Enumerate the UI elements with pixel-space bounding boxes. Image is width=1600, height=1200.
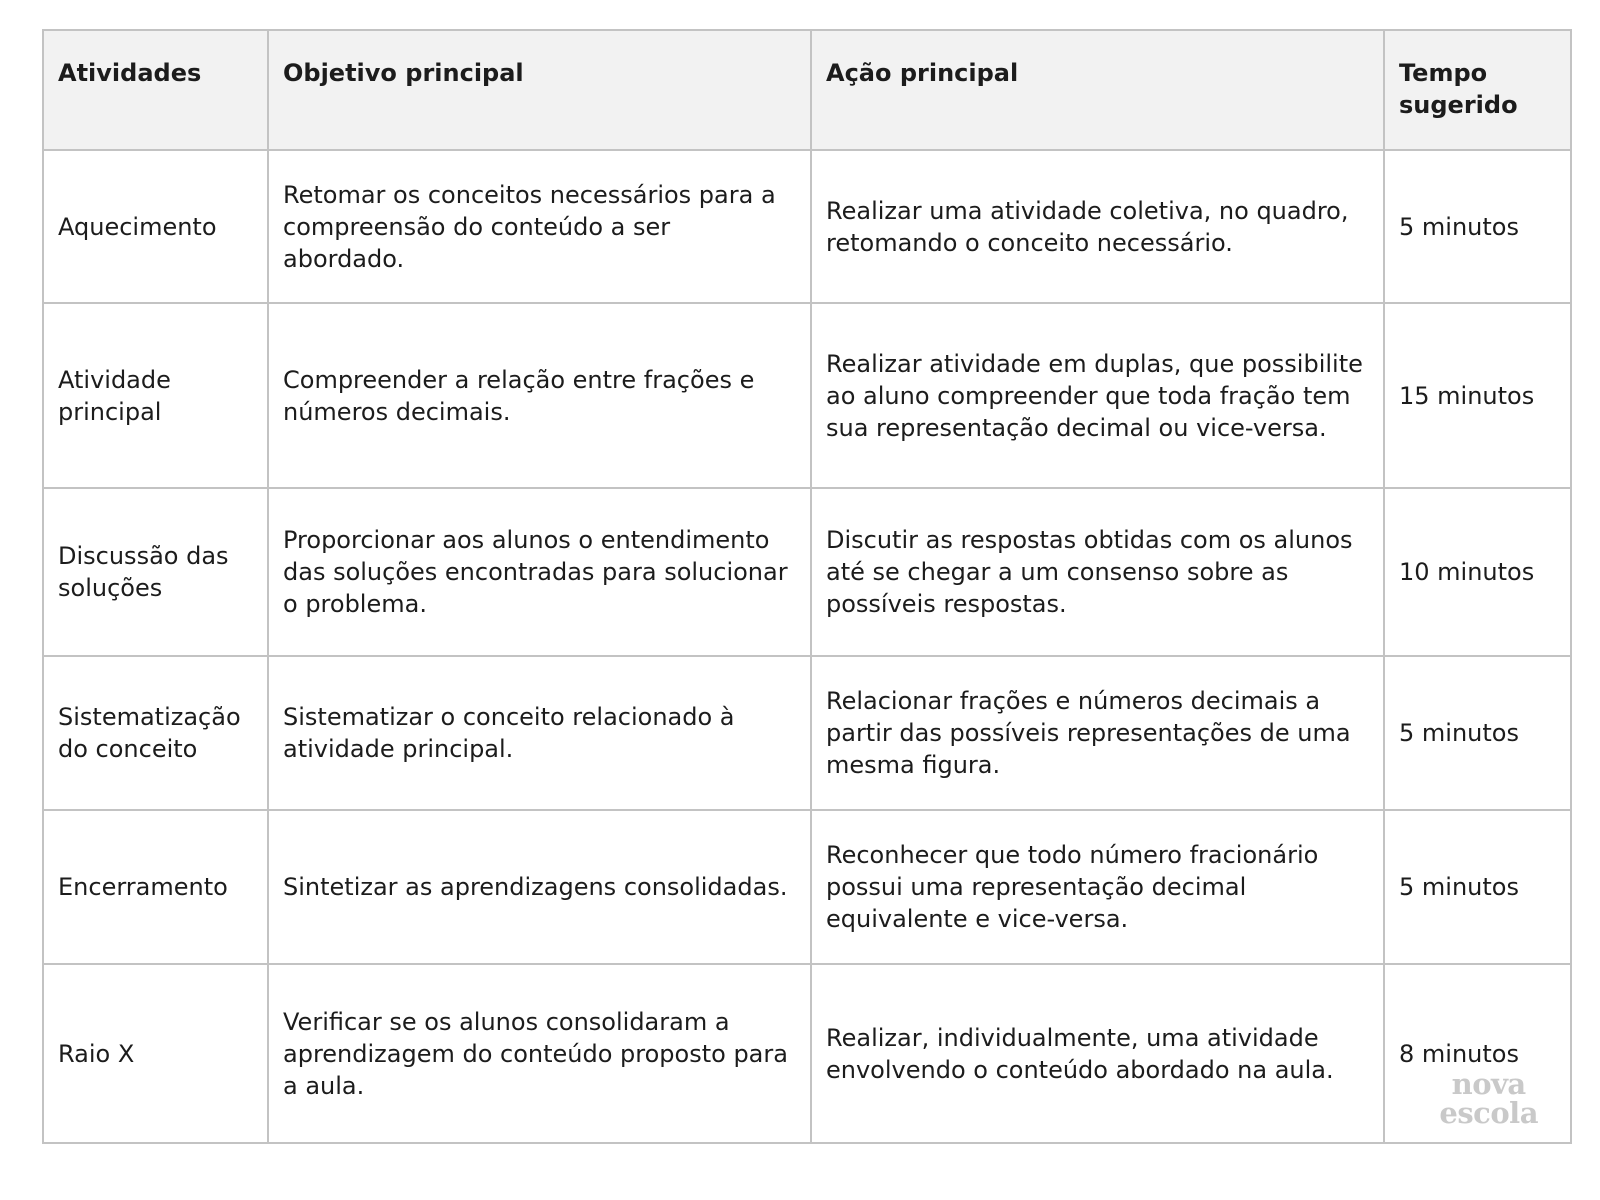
cell-objective: Sintetizar as aprendizagens consolidadas. [268,810,811,964]
logo-line-1: nova [1451,1067,1526,1101]
cell-activity: Encerramento [43,810,268,964]
header-activities: Atividades [43,30,268,150]
cell-activity: Sistematização do conceito [43,656,268,810]
logo-line-2: escola [1439,1096,1538,1130]
cell-objective: Proporcionar aos alunos o entendimento das soluções encontradas para solucionar o problema. [268,488,811,656]
cell-time: 5 minutos [1384,810,1571,964]
table-row [43,656,1571,810]
cell-action: Realizar uma atividade coletiva, no quadro, retomando o conceito necessário. [811,150,1384,303]
cell-time [1384,964,1571,1143]
cell-time: 5 minutos [1384,150,1571,303]
cell-activity: Atividade principal [43,303,268,488]
header-main-objective: Objetivo principal [268,30,811,150]
cell-time: 5 minutos [1384,656,1571,810]
table-row [43,150,1571,303]
cell-action: Realizar, individualmente, uma atividade envolvendo o conteúdo abordado na aula. [811,964,1384,1143]
cell-time: 15 minutos [1384,303,1571,488]
cell-time-text: 8 minutos [1399,1039,1519,1068]
cell-objective: Compreender a relação entre frações e números decimais. [268,303,811,488]
cell-action: Reconhecer que todo número fracionário possui uma representação decimal equivalente e vice-versa. [811,810,1384,964]
header-main-action: Ação principal [811,30,1384,150]
lesson-plan-table [42,29,1572,1144]
header-suggested-time: Tempo sugerido [1384,30,1571,150]
cell-action: Relacionar frações e números decimais a partir das possíveis representações de uma mesma figura. [811,656,1384,810]
cell-activity: Aquecimento [43,150,268,303]
cell-objective: Sistematizar o conceito relacionado à atividade principal. [268,656,811,810]
table-row [43,488,1571,656]
cell-action: Discutir as respostas obtidas com os alunos até se chegar a um consenso sobre as possíveis respostas. [811,488,1384,656]
cell-activity: Raio X [43,964,268,1143]
table-row [43,964,1571,1143]
cell-action: Realizar atividade em duplas, que possibilite ao aluno compreender que toda fração tem sua representação decimal ou vice-versa. [811,303,1384,488]
table-row [43,810,1571,964]
cell-objective: Verificar se os alunos consolidaram a aprendizagem do conteúdo proposto para a aula. [268,964,811,1143]
nova-escola-logo [1439,1067,1538,1130]
table-header-row [43,30,1571,150]
table-row [43,303,1571,488]
cell-objective: Retomar os conceitos necessários para a compreensão do conteúdo a ser abordado. [268,150,811,303]
cell-time: 10 minutos [1384,488,1571,656]
cell-activity: Discussão das soluções [43,488,268,656]
